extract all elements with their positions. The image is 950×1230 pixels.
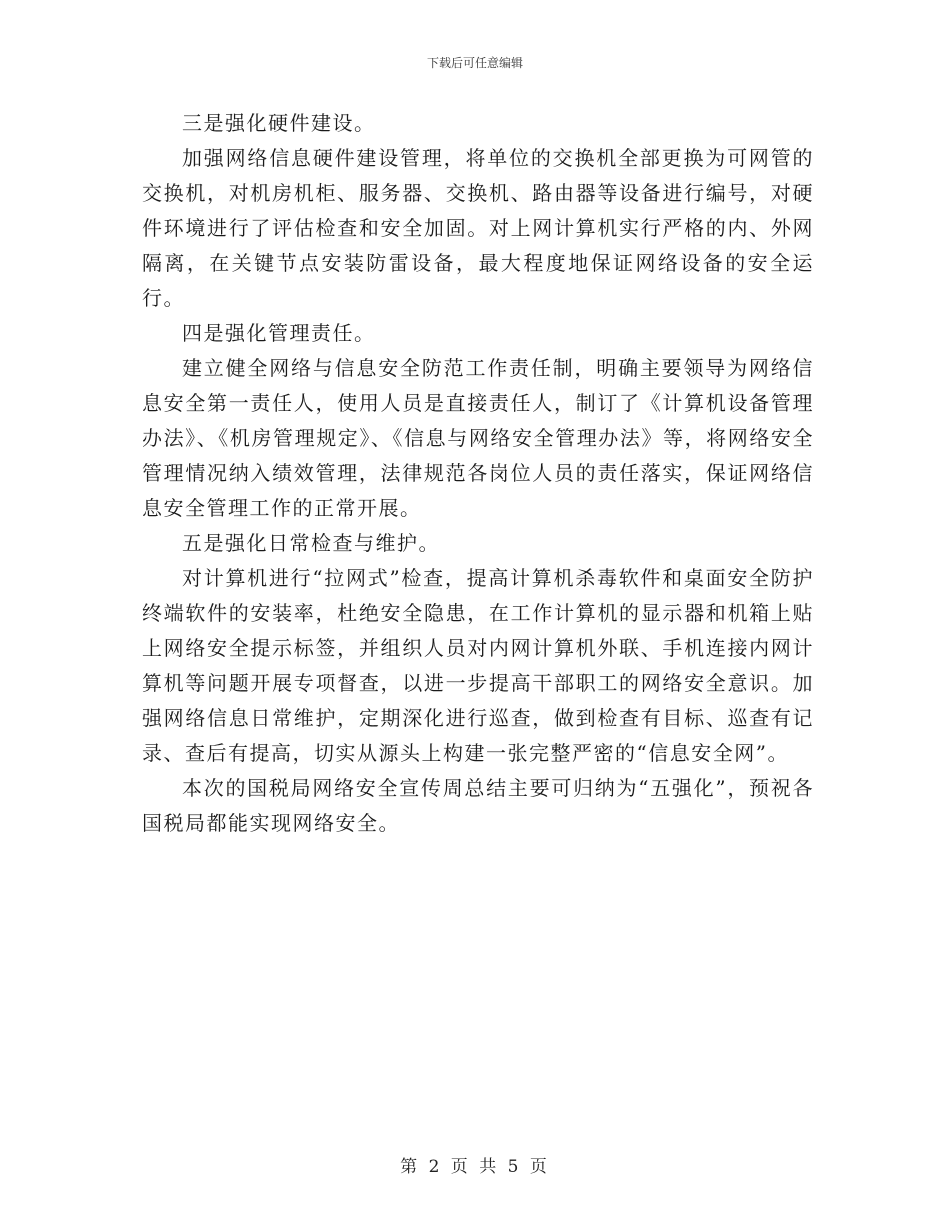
paragraph-inspection: 对计算机进行“拉网式”检查，提高计算机杀毒软件和桌面安全防护终端软件的安装率，杜绝安全隐患，在工作计算机的显示器和机箱上贴上网络安全提示标签，并组织人员对内网计算机外联、手机连接内网计算机等问题开展专项督查，以进一步提高干部职工的网络安全意识。加强网络信息日常维护，定期深化进行巡查，做到检查有目标、巡查有记录、查后有提高，切实从源头上构建一张完整严密的“信息安全网”。	[142, 566, 814, 765]
paragraph-hardware: 加强网络信息硬件建设管理，将单位的交换机全部更换为可网管的交换机，对机房机柜、服务器、交换机、路由器等设备进行编号，对硬件环境进行了评估检查和安全加固。对上网计算机实行严格的内、外网隔离，在关键节点安装防雷设备，最大程度地保证网络设备的安全运行。	[142, 146, 814, 310]
document-body	[142, 106, 814, 841]
page-number: 第 2 页 共 5 页	[400, 1157, 550, 1177]
paragraph-heading-hardware: 三是强化硬件建设。	[182, 111, 376, 135]
page-header: 下载后可任意编辑	[426, 56, 523, 70]
paragraph-summary: 本次的国税局网络安全宣传周总结主要可归纳为“五强化”，预祝各国税局都能实现网络安全。	[142, 776, 814, 835]
paragraph-responsibility: 建立健全网络与信息安全防范工作责任制，明确主要领导为网络信息安全第一责任人，使用人员是直接责任人，制订了《计算机设备管理办法》、《机房管理规定》、《信息与网络安全管理办法》等，将网络安全管理情况纳入绩效管理，法律规范各岗位人员的责任落实，保证网络信息安全管理工作的正常开展。	[142, 356, 814, 520]
paragraph-heading-responsibility: 四是强化管理责任。	[182, 321, 376, 345]
paragraph-heading-inspection: 五是强化日常检查与维护。	[182, 531, 440, 555]
